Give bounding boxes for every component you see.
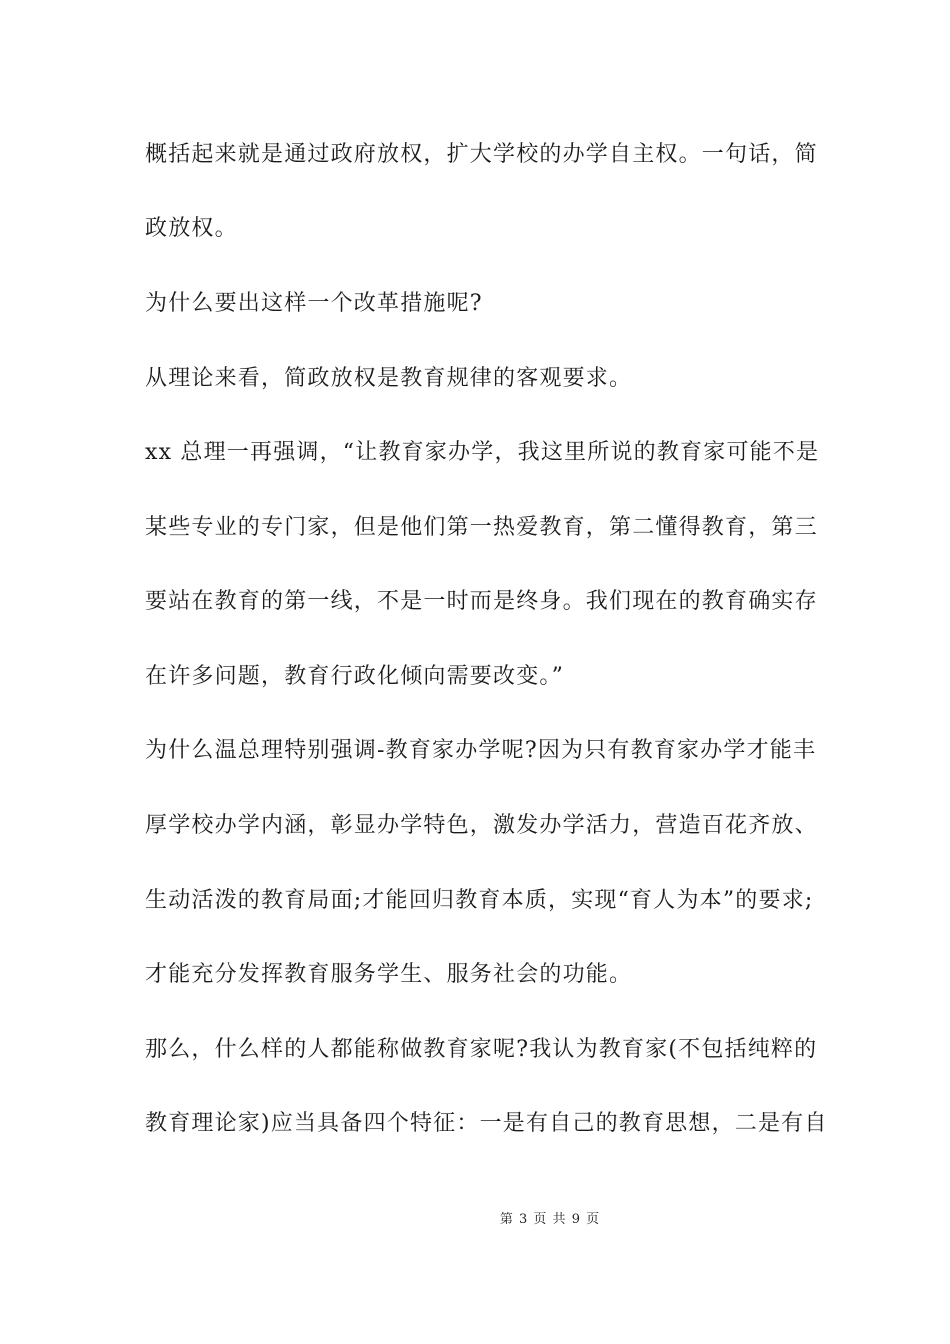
text-line-1: 概括起来就是通过政府放权，扩大学校的办学自主权。一句话，简 bbox=[145, 142, 818, 167]
text-line-8: 在许多问题，教育行政化倾向需要改变。” bbox=[145, 664, 565, 689]
text-line-9: 为什么温总理特别强调-教育家办学呢?因为只有教育家办学才能丰 bbox=[145, 738, 817, 763]
text-line-7: 要站在教育的第一线，不是一时而是终身。我们现在的教育确实存 bbox=[145, 589, 818, 614]
text-line-14: 教育理论家)应当具备四个特征：一是有自己的教育思想，二是有自 bbox=[145, 1111, 828, 1136]
text-line-11: 生动活泼的教育局面;才能回归教育本质，实现“育人为本”的要求; bbox=[145, 888, 814, 913]
text-line-5: xx 总理一再强调，“让教育家办学，我这里所说的教育家可能不是 bbox=[145, 440, 820, 465]
text-line-6: 某些专业的专门家，但是他们第一热爱教育，第二懂得教育，第三 bbox=[145, 515, 818, 540]
text-line-3: 为什么要出这样一个改革措施呢? bbox=[145, 291, 483, 316]
text-line-4: 从理论来看，简政放权是教育规律的客观要求。 bbox=[145, 366, 633, 391]
text-line-12: 才能充分发挥教育服务学生、服务社会的功能。 bbox=[145, 962, 633, 987]
text-line-2: 政放权。 bbox=[145, 216, 238, 241]
page-number-footer: 第 3 页 共 9 页 bbox=[499, 1212, 601, 1227]
text-line-10: 厚学校办学内涵，彰显办学特色，激发办学活力，营造百花齐放、 bbox=[145, 813, 818, 838]
text-line-13: 那么，什么样的人都能称做教育家呢?我认为教育家(不包括纯粹的 bbox=[145, 1037, 818, 1062]
